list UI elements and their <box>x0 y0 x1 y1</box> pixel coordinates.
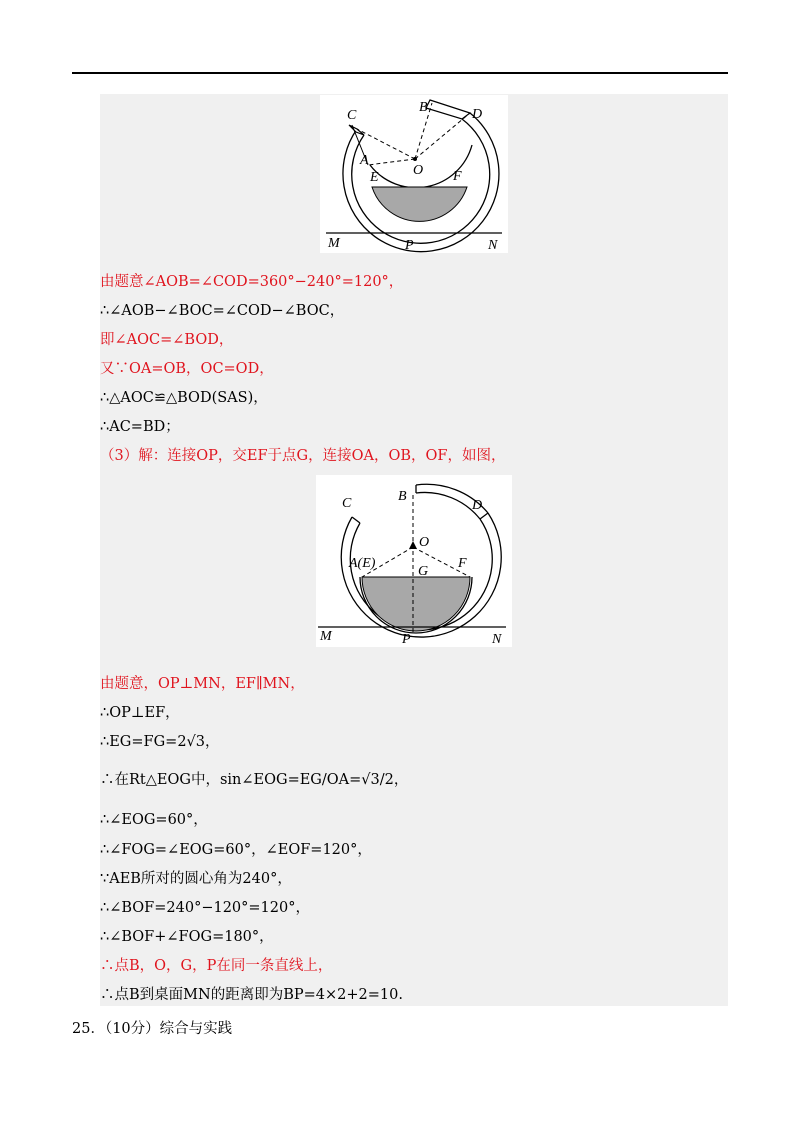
fig2-label-M: M <box>320 629 332 644</box>
figure-2-svg <box>316 475 512 647</box>
figure-1 <box>320 95 508 253</box>
fig2-label-AE: A(E) <box>349 556 376 571</box>
fig1-label-D: D <box>472 107 483 122</box>
line-4: 又∵OA=OB，OC=OD， <box>100 361 274 377</box>
header-rule <box>72 72 728 74</box>
figure-2 <box>316 475 512 647</box>
fig1-label-C: C <box>347 108 357 123</box>
line-5: ∴△AOC≌△BOD(SAS)， <box>100 390 268 406</box>
fig1-label-O: O <box>413 163 424 178</box>
line-8: 由题意，OP⊥MN，EF∥MN， <box>100 676 305 692</box>
fig2-label-D: D <box>472 498 483 513</box>
fig1-label-P: P <box>405 238 414 253</box>
fig2-label-N: N <box>492 632 502 647</box>
line-18: ∴点B到桌面MN的距离即为BP=4×2+2=10. <box>100 987 403 1003</box>
question-25-heading: 25．（10分）综合与实践 <box>72 1021 233 1037</box>
line-1: 由题意∠AOB=∠COD=360°−240°=120°， <box>100 274 404 290</box>
line-15: ∴∠BOF=240°−120°=120°， <box>100 900 310 916</box>
fig1-outer-arc <box>343 113 499 252</box>
line-7: （3）解：连接OP，交EF于点G，连接OA，OB，OF，如图， <box>100 448 506 464</box>
fig1-label-E: E <box>370 170 379 185</box>
fig1-label-A: A <box>360 153 369 168</box>
line-13: ∴∠FOG=∠EOG=60°，∠EOF=120°， <box>100 842 372 858</box>
figure-1-svg <box>320 95 508 253</box>
line-3: 即∠AOC=∠BOD， <box>100 332 234 348</box>
fig2-label-O: O <box>419 535 430 550</box>
line-12: ∴∠EOG=60°， <box>100 812 208 828</box>
line-11: ∴在Rt△EOG中，sin∠EOG=EG/OA=√3/2， <box>100 772 409 788</box>
fig1-water <box>372 187 467 221</box>
fig1-label-B: B <box>419 100 428 115</box>
line-10: ∴EG=FG=2√3， <box>100 734 220 750</box>
fig2-label-P: P <box>402 632 411 647</box>
line-17: ∴点B，O，G，P在同一条直线上， <box>100 958 333 974</box>
fig2-label-C: C <box>342 496 352 511</box>
fig1-label-F: F <box>453 169 462 184</box>
fig2-label-F: F <box>458 556 467 571</box>
line-16: ∴∠BOF+∠FOG=180°， <box>100 929 274 945</box>
line-14: ∵AEB所对的圆心角为240°， <box>100 871 292 887</box>
line-6: ∴AC=BD； <box>100 419 180 435</box>
line-2: ∴∠AOB−∠BOC=∠COD−∠BOC， <box>100 303 345 319</box>
fig2-label-G: G <box>418 564 429 579</box>
line-9: ∴OP⊥EF， <box>100 705 180 721</box>
fig1-label-N: N <box>488 238 498 253</box>
fig1-label-M: M <box>328 236 340 251</box>
fig2-label-B: B <box>398 489 407 504</box>
